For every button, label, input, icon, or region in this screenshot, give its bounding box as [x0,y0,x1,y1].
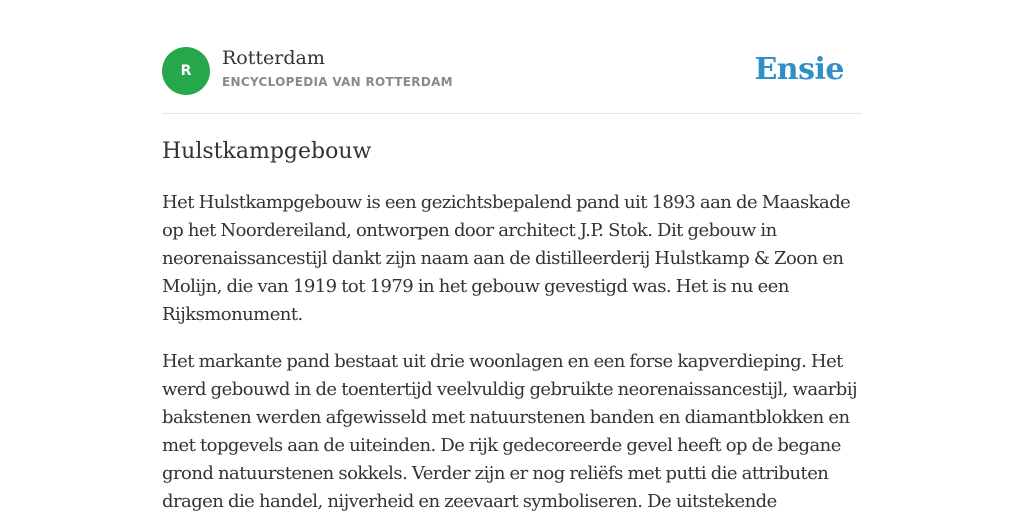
article-title: Hulstkampgebouw [162,139,372,164]
site-title[interactable]: Rotterdam [222,47,325,69]
site-header [162,0,862,114]
article-paragraph-2: Het markante pand bestaat uit drie woonlagen en een forse kapverdieping. Het werd gebouwd in de toentertijd veelvuldig gebruikte neorenaissancestijl, waarbij bakstenen werden afgewisseld met natuurstenen banden en diamantblokken en met topgevels aan de uiteinden. De rijk gedecoreerde gevel heeft op de begane grond natuurstenen sokkels. Verder zijn er nog reliëfs met putti die attributen dragen die handel, nijverheid en zeevaart symboliseren. De uitstekende [162,351,858,512]
article-paragraph-1: Het Hulstkampgebouw is een gezichtsbepalend pand uit 1893 aan de Maaskade op het Noordereiland, ontworpen door architect J.P. Stok. Dit gebouw in neorenaissancestijl dankt zijn naam aan de distilleerderij Hulstkamp & Zoon en Molijn, die van 1919 tot 1979 in het gebouw gevestigd was. Het is nu een Rijksmonument. [162,192,851,325]
article-body [162,189,862,512]
site-subtitle: ENCYCLOPEDIA VAN ROTTERDAM [222,75,453,89]
ensie-logo[interactable]: Ensie [754,52,844,87]
content-container [162,0,862,512]
site-avatar[interactable]: R [162,47,210,95]
